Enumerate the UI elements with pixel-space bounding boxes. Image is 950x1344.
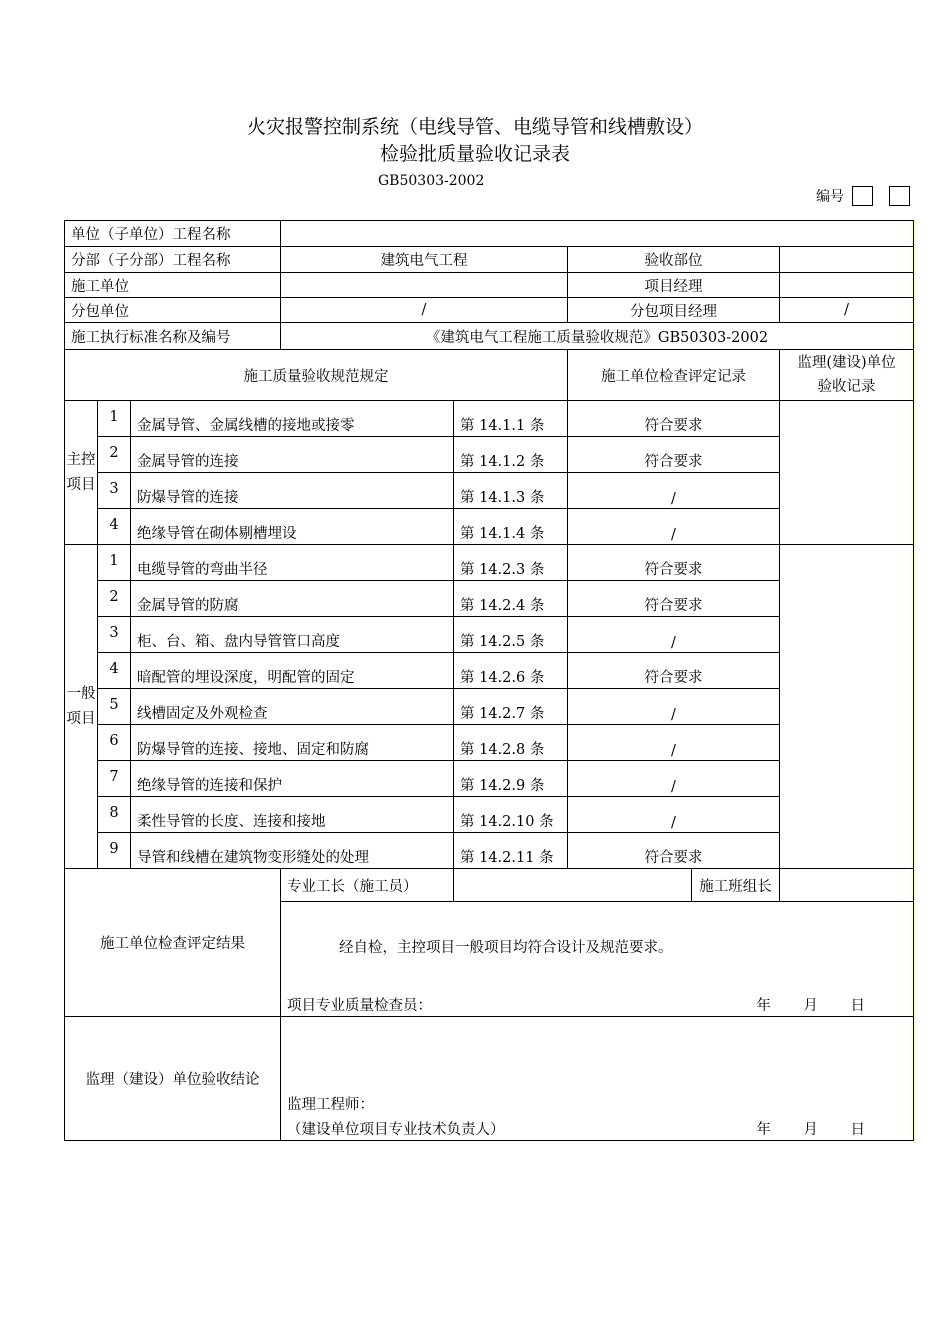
document-title: 火灾报警控制系统（电线导管、电缆导管和线槽敷设）: [246, 116, 703, 138]
spec-column-header: 施工质量验收规范规定: [65, 350, 568, 401]
check-result-label: 施工单位检查评定结果: [65, 869, 281, 1017]
item-text: 绝缘导管在砌体剔槽埋设: [131, 509, 454, 545]
inspector-label: 项目专业质量检查员：: [287, 998, 432, 1014]
item-result[interactable]: /: [568, 617, 780, 653]
acceptance-part-label: 验收部位: [568, 247, 780, 273]
item-number: 8: [98, 797, 131, 833]
check-result-content[interactable]: [281, 902, 914, 1017]
item-clause: 第 14.2.8 条: [454, 725, 568, 761]
main-items-label: 主控项目: [65, 401, 98, 545]
supervision-label: 监理（建设）单位验收结论: [65, 1017, 281, 1141]
item-text: 电缆导管的弯曲半径: [131, 545, 454, 581]
supervisor-header-line2: 验收记录: [817, 379, 876, 395]
item-number: 1: [98, 401, 131, 437]
item-clause: 第 14.2.9 条: [454, 761, 568, 797]
supervisor-column-header: [780, 350, 914, 401]
general-items-supervisor-record[interactable]: [780, 545, 914, 869]
project-name-label: 单位（子单位）工程名称: [65, 221, 281, 247]
item-result[interactable]: 符合要求: [568, 833, 780, 869]
item-text: 防爆导管的连接、接地、固定和防腐: [131, 725, 454, 761]
item-clause: 第 14.2.6 条: [454, 653, 568, 689]
general-items-label: 一般项目: [65, 545, 98, 869]
item-number: 1: [98, 545, 131, 581]
item-clause: 第 14.2.7 条: [454, 689, 568, 725]
item-number: 2: [98, 581, 131, 617]
acceptance-part-field[interactable]: [780, 247, 914, 273]
item-number: 3: [98, 473, 131, 509]
item-text: 柜、台、箱、盘内导管管口高度: [131, 617, 454, 653]
item-number: 7: [98, 761, 131, 797]
subcontract-unit-field[interactable]: /: [281, 298, 568, 323]
standard-field[interactable]: 《建筑电气工程施工质量验收规范》GB50303-2002: [281, 323, 914, 350]
date-day: 日: [850, 998, 866, 1014]
item-result[interactable]: 符合要求: [568, 653, 780, 689]
date-year: 年: [756, 998, 771, 1014]
construction-unit-field[interactable]: [281, 273, 568, 298]
sub-project-field[interactable]: 建筑电气工程: [281, 247, 568, 273]
item-number: 3: [98, 617, 131, 653]
code-label: 编号: [816, 189, 844, 205]
item-clause: 第 14.2.4 条: [454, 581, 568, 617]
team-leader-field[interactable]: [780, 869, 914, 902]
item-result[interactable]: /: [568, 725, 780, 761]
item-number: 5: [98, 689, 131, 725]
item-text: 防爆导管的连接: [131, 473, 454, 509]
date-month: 月: [803, 1122, 818, 1138]
check-conclusion: 经自检，主控项目一般项目均符合设计及规范要求。: [339, 940, 673, 956]
item-clause: 第 14.2.11 条: [454, 833, 568, 869]
standard-code: GB50303-2002: [378, 173, 485, 189]
item-result[interactable]: /: [568, 473, 780, 509]
supervisor-header-line1: 监理(建设)单位: [797, 355, 896, 371]
main-item-row: [65, 401, 914, 437]
sub-project-label: 分部（子分部）工程名称: [65, 247, 281, 273]
subcontract-unit-label: 分包单位: [65, 298, 281, 323]
project-manager-field[interactable]: [780, 273, 914, 298]
team-leader-label: 施工班组长: [692, 869, 780, 902]
foreman-field[interactable]: [454, 869, 692, 902]
item-clause: 第 14.2.3 条: [454, 545, 568, 581]
date-day: 日: [850, 1122, 866, 1138]
item-text: 金属导管、金属线槽的接地或接零: [131, 401, 454, 437]
item-result[interactable]: 符合要求: [568, 437, 780, 473]
main-items-supervisor-record[interactable]: [780, 401, 914, 545]
date-month: 月: [803, 998, 818, 1014]
item-clause: 第 14.2.10 条: [454, 797, 568, 833]
item-number: 2: [98, 437, 131, 473]
code-box-2[interactable]: [889, 186, 910, 206]
date-year: 年: [756, 1122, 771, 1138]
item-text: 金属导管的连接: [131, 437, 454, 473]
supervision-engineer-label: 监理工程师：: [287, 1097, 374, 1113]
item-text: 暗配管的埋设深度，明配管的固定: [131, 653, 454, 689]
inspection-form-table: [64, 220, 914, 1141]
subcontract-manager-field[interactable]: /: [780, 298, 914, 323]
general-item-row: [65, 545, 914, 581]
code-box-1[interactable]: [852, 186, 873, 206]
item-number: 4: [98, 509, 131, 545]
standard-label: 施工执行标准名称及编号: [65, 323, 281, 350]
project-name-field[interactable]: [281, 221, 914, 247]
item-clause: 第 14.1.3 条: [454, 473, 568, 509]
supervision-owner-label: （建设单位项目专业技术负责人）: [287, 1122, 505, 1138]
item-text: 金属导管的防腐: [131, 581, 454, 617]
item-clause: 第 14.2.5 条: [454, 617, 568, 653]
item-number: 9: [98, 833, 131, 869]
item-number: 4: [98, 653, 131, 689]
item-clause: 第 14.1.2 条: [454, 437, 568, 473]
subcontract-manager-label: 分包项目经理: [568, 298, 780, 323]
item-result[interactable]: /: [568, 509, 780, 545]
item-number: 6: [98, 725, 131, 761]
item-result[interactable]: 符合要求: [568, 401, 780, 437]
item-text: 绝缘导管的连接和保护: [131, 761, 454, 797]
supervision-content[interactable]: [281, 1017, 914, 1141]
item-text: 柔性导管的长度、连接和接地: [131, 797, 454, 833]
project-manager-label: 项目经理: [568, 273, 780, 298]
document-subtitle: 检验批质量验收记录表: [379, 143, 570, 165]
check-record-column-header: 施工单位检查评定记录: [568, 350, 780, 401]
item-clause: 第 14.1.1 条: [454, 401, 568, 437]
item-result[interactable]: /: [568, 797, 780, 833]
foreman-label: 专业工长（施工员）: [281, 869, 454, 902]
item-result[interactable]: 符合要求: [568, 581, 780, 617]
item-clause: 第 14.1.4 条: [454, 509, 568, 545]
construction-unit-label: 施工单位: [65, 273, 281, 298]
item-result[interactable]: /: [568, 689, 780, 725]
item-text: 导管和线槽在建筑物变形缝处的处理: [131, 833, 454, 869]
item-result[interactable]: 符合要求: [568, 545, 780, 581]
item-result[interactable]: /: [568, 761, 780, 797]
item-text: 线槽固定及外观检查: [131, 689, 454, 725]
